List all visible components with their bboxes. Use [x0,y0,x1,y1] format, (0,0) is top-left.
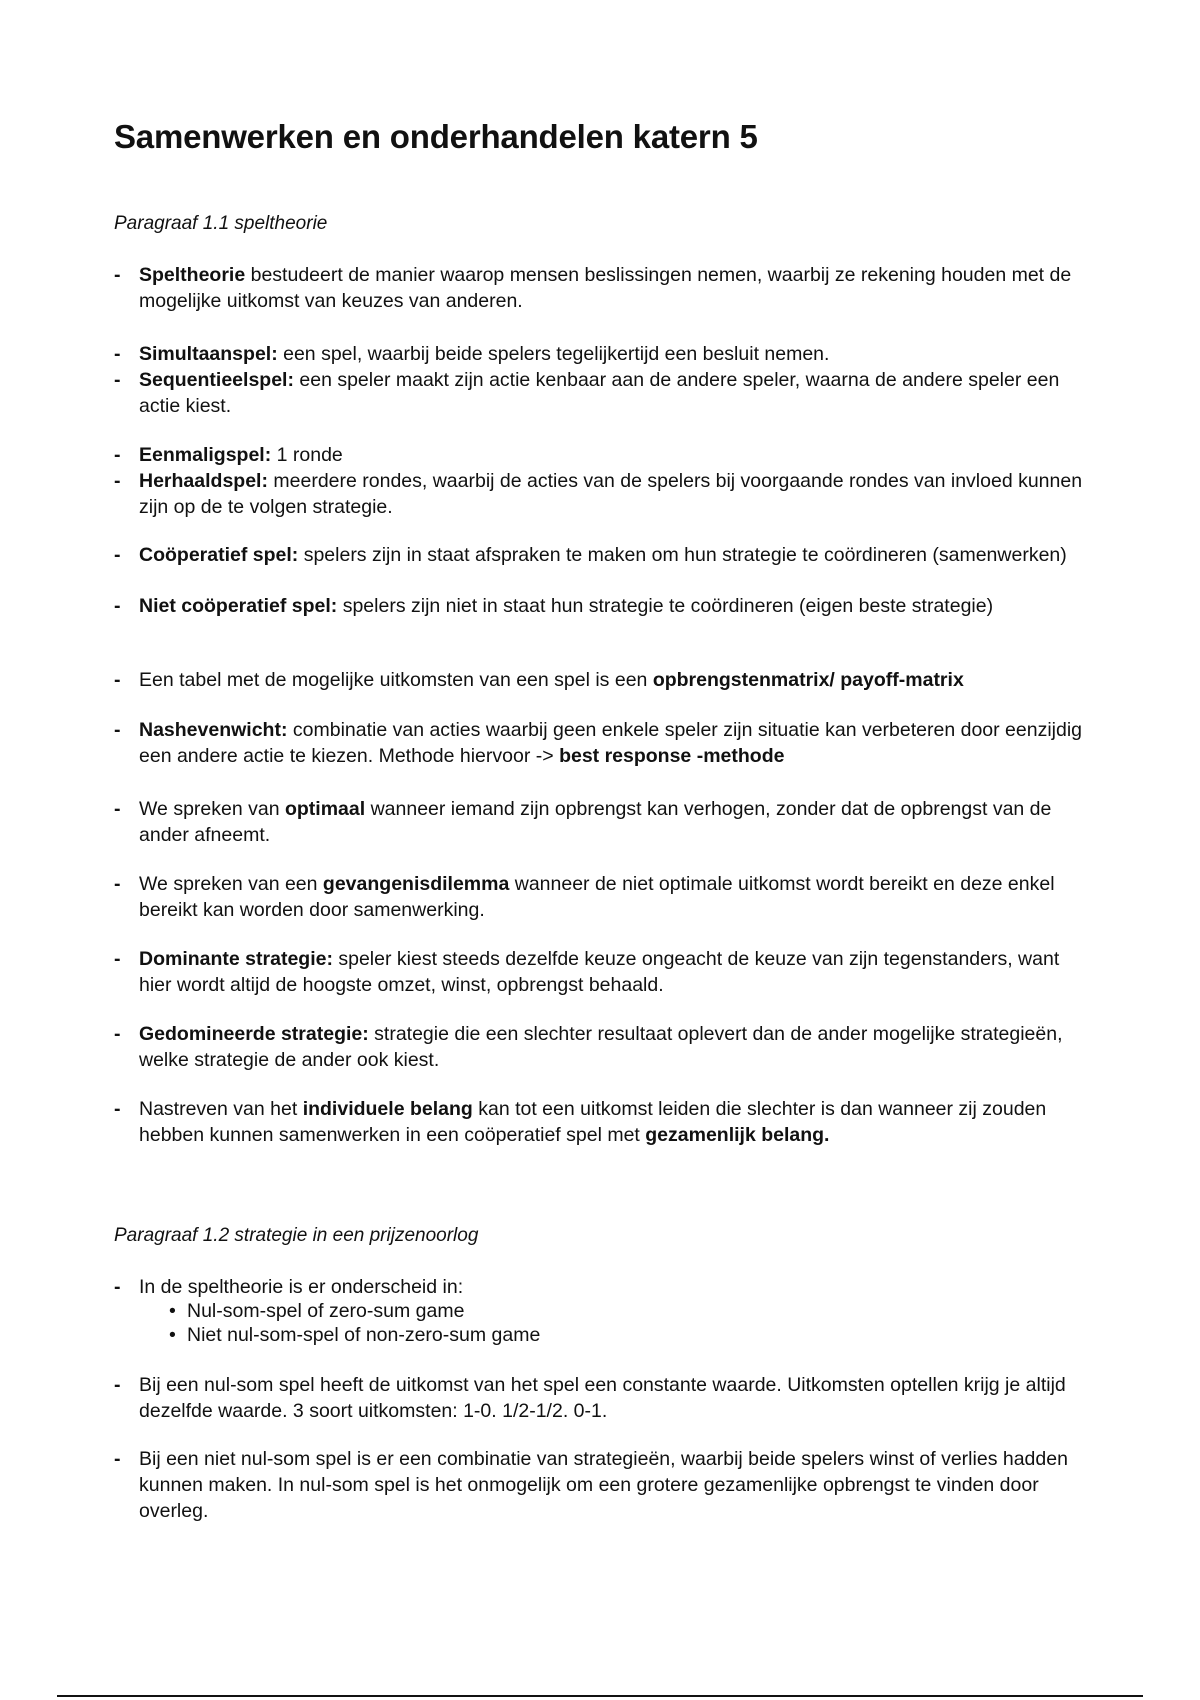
dash-marker: - [114,1023,121,1045]
sub-item-text: Nul-som-spel of zero-sum game [187,1300,465,1322]
dash-marker: - [114,669,121,691]
item-text: Sequentieelspel: een speler maakt zijn actie kenbaar aan de andere speler, waarna de andere speler een actie kiest. [139,369,1060,417]
dash-marker: - [114,264,121,286]
item-text: Niet coöperatief spel: spelers zijn niet in staat hun strategie te coördineren (eigen beste strategie) [139,595,994,617]
dash-marker: - [114,544,121,566]
dash-marker: - [114,1374,121,1396]
item-text: Simultaanspel: een spel, waarbij beide spelers tegelijkertijd een besluit nemen. [139,343,830,365]
section-heading-1-1: Paragraaf 1.1 speltheorie [114,213,328,234]
dash-marker: - [114,470,121,492]
item-text: Eenmaligspel: 1 ronde [139,444,343,466]
dash-marker: - [114,444,121,466]
dash-marker: - [114,369,121,391]
item-text: We spreken van een gevangenisdilemma wanneer de niet optimale uitkomst wordt bereikt en deze enkel bereikt kan worden door samenwerking. [139,873,1055,921]
item-text: In de speltheorie is er onderscheid in: [139,1276,464,1298]
bottom-rule [57,1695,1143,1697]
item-text: Nastreven van het individuele belang kan tot een uitkomst leiden die slechter is dan wanneer zij zouden hebben kunnen samenwerken in een coöperatief spel met gezamenlijk belang. [139,1098,1047,1146]
item-text: Speltheorie bestudeert de manier waarop mensen beslissingen nemen, waarbij ze rekening houden met de mogelijke uitkomst van keuzes van anderen. [139,264,1072,312]
item-text: We spreken van optimaal wanneer iemand zijn opbrengst kan verhogen, zonder dat de opbrengst van de ander afneemt. [139,798,1052,846]
sub-item-text: Niet nul-som-spel of non-zero-sum game [187,1324,541,1346]
item-text: Een tabel met de mogelijke uitkomsten van een spel is een opbrengstenmatrix/ payoff-matrix [139,669,964,691]
item-text: Gedomineerde strategie: strategie die een slechter resultaat oplevert dan de ander mogelijke strategieën, welke strategie de ander ook kiest. [139,1023,1063,1071]
item-text: Herhaaldspel: meerdere rondes, waarbij de acties van de spelers bij voorgaande rondes van invloed kunnen zijn op de te volgen strategie. [139,470,1083,518]
dash-marker: - [114,343,121,365]
dash-marker: - [114,798,121,820]
section-heading-1-2: Paragraaf 1.2 strategie in een prijzenoorlog [114,1225,479,1246]
item-text: Bij een niet nul-som spel is er een combinatie van strategieën, waarbij beide spelers winst of verlies hadden kunnen maken. In nul-som spel is het onmogelijk om een grotere gezamenlijke opbrengst te vinden door overleg. [139,1448,1068,1522]
item-text: Bij een nul-som spel heeft de uitkomst van het spel een constante waarde. Uitkomsten optellen krijg je altijd dezelfde waarde. 3 soort uitkomsten: 1-0. 1/2-1/2. 0-1. [139,1374,1066,1422]
dash-marker: - [114,1098,121,1120]
dash-marker: - [114,948,121,970]
dash-marker: - [114,873,121,895]
dash-marker: - [114,595,121,617]
bullet-marker: • [169,1324,176,1346]
item-text: Nashevenwicht: combinatie van acties waarbij geen enkele speler zijn situatie kan verbeteren door eenzijdig een andere actie te kiezen. Methode hiervoor -> best response -methode [139,719,1083,767]
item-text: Coöperatief spel: spelers zijn in staat afspraken te maken om hun strategie te coördineren (samenwerken) [139,544,1067,566]
bullet-marker: • [169,1300,176,1322]
dash-marker: - [114,719,121,741]
document-title: Samenwerken en onderhandelen katern 5 [114,118,758,155]
dash-marker: - [114,1448,121,1470]
dash-marker: - [114,1276,121,1298]
item-text: Dominante strategie: speler kiest steeds dezelfde keuze ongeacht de keuze van zijn tegenstanders, want hier wordt altijd de hoogste omzet, winst, opbrengst behaald. [139,948,1060,996]
